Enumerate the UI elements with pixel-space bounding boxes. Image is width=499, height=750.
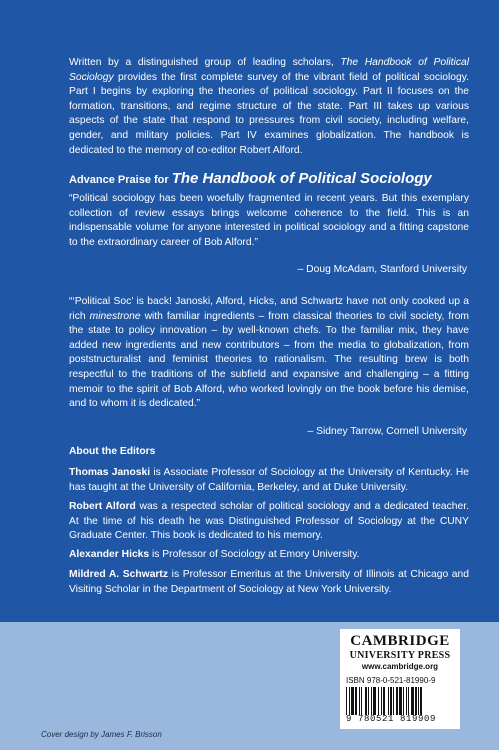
editor-bio-text: is Professor Emeritus at the University of Illinois at Chicago and Visiting Scholar in the Department of Sociology at New York University. [69,569,469,595]
publisher-logo: CAMBRIDGE [350,633,450,649]
book-description [69,56,469,158]
quote-attribution: – Sidney Tarrow, Cornell University [307,426,467,437]
description-body: provides the first complete survey of the vibrant field of political sociology. Part I begins by exploring the theories of political sociology. Part II focuses on the formation, transitions, and regime structure of the state. Part III takes up various aspects of the state that respond to pressures from civil society, including welfare, gender, and military policies. Part IV examines globalization. The handbook is dedicated to the memory of co-editor Robert Alford. [69,71,469,156]
editor-bio-text: is Associate Professor of Sociology at the University of Kentucky. He has taught at the University of California, Berkeley, and at Duke University. [69,467,470,493]
quote-attribution: – Doug McAdam, Stanford University [297,264,467,275]
editor-name: Robert Alford [69,501,136,512]
cover-design-credit: Cover design by James F. Brisson [41,730,162,739]
editor-bio [69,500,469,544]
quote-text: “‘Political Soc’ is back! Janoski, Alford, Hicks, and Schwartz have not only cooked up a rich [69,296,469,322]
editor-bio-text: was a respected scholar of political sociology and a dedicated teacher. At the time of his death he was Distinguished Professor of Sociology at the CUNY Graduate Center. This book is dedicated to his memory. [69,501,469,542]
praise-heading-prefix: Advance Praise for [69,174,172,186]
barcode-number: 9 780521 819909 [346,714,437,724]
editor-name: Alexander Hicks [69,549,150,560]
publisher-block [340,629,460,729]
quote-emphasis: minestrone [89,310,141,322]
description-lead: Written by a distinguished group of leading scholars, [69,57,341,68]
editor-name: Thomas Janoski [69,467,151,478]
publisher-subtitle: UNIVERSITY PRESS [349,650,451,661]
editor-name: Mildred A. Schwartz [69,569,169,580]
editor-bio [69,466,469,495]
praise-heading-title: The Handbook of Political Sociology [171,170,432,187]
barcode-icon [346,687,450,715]
publisher-website: www.cambridge.org [361,662,439,671]
editor-bio [69,548,469,563]
editor-bio-text: is Professor of Sociology at Emory University. [149,549,360,560]
praise-quote [69,295,469,412]
about-editors-heading: About the Editors [69,446,156,457]
praise-heading [69,170,432,187]
description-book-title: The Handbook of Political Sociology [69,57,469,83]
isbn-label: ISBN 978-0-521-81990-9 [346,676,436,685]
quote-text: with familiar ingredients – from classical theories to civil society, from the state to policy innovation – by well-known chefs. To the familiar mix, they have added new ingredients and new contributors – from the media to globalization, from poststructuralist and feminist theories to rationalism. The resulting brew is both respectful to the traditions of the subfield and expansive and challenging – a fitting memoir to the spirit of Bob Alford, who worked lovingly on the book before his demise, and to whom it is dedicated.” [69,310,470,410]
editor-bio [69,568,469,597]
praise-quote: “Political sociology has been woefully fragmented in recent years. But this exemplary collection of review essays brings welcome coherence to the field. This is an indispensable volume for anyone interested in political sociology and a fitting capstone to the extraordinary career of Bob Alford.” [69,193,469,248]
